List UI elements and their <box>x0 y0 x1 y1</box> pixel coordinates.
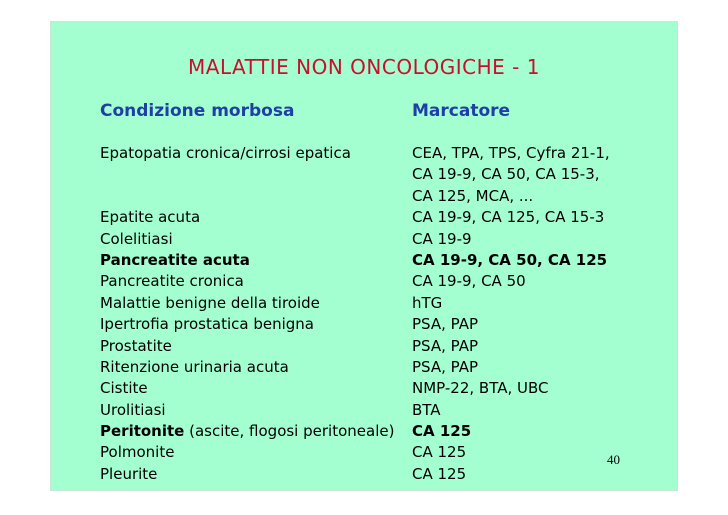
condition-name: Pancreatite cronica <box>100 272 244 291</box>
marker-cell: CA 125 <box>412 464 467 483</box>
condition-name: Prostatite <box>100 336 172 355</box>
page-number: 40 <box>607 452 620 467</box>
condition-name: Urolitiasi <box>100 400 166 419</box>
condition-cell <box>100 357 289 378</box>
condition-name: Polmonite <box>100 443 175 462</box>
marker-cell: CA 19-9 <box>412 229 472 248</box>
marker-cell: CA 19-9, CA 50, CA 15-3, <box>412 165 600 184</box>
condition-name: Ipertrofia prostatica benigna <box>100 315 314 334</box>
conditions-table <box>100 143 660 485</box>
condition-name: Cistite <box>100 379 148 398</box>
condition-name: Epatite acuta <box>100 208 201 227</box>
marker-column-header: Marcatore <box>412 101 511 121</box>
slide <box>51 22 677 490</box>
marker-cell: CEA, TPA, TPS, Cyfra 21-1, <box>412 144 610 162</box>
marker-cell: PSA, PAP <box>412 336 479 355</box>
table-row <box>100 421 660 442</box>
table-row <box>100 400 660 421</box>
condition-cell <box>100 314 314 335</box>
table-row <box>100 293 660 314</box>
table-row <box>100 164 660 185</box>
marker-cell: CA 125, MCA, ... <box>412 186 534 205</box>
table-row <box>100 250 660 271</box>
condition-cell <box>100 207 200 228</box>
condition-cell <box>100 442 174 463</box>
table-row <box>100 442 660 463</box>
table-row <box>100 271 660 292</box>
table-row <box>100 143 660 164</box>
condition-column-header: Condizione morbosa <box>100 101 295 121</box>
condition-name: Pleurite <box>100 464 158 483</box>
condition-cell <box>100 400 166 421</box>
table-row <box>100 464 660 485</box>
condition-name: Epatopatia cronica/cirrosi epatica <box>100 144 351 162</box>
condition-cell <box>100 336 172 357</box>
marker-cell: NMP-22, BTA, UBC <box>412 379 549 398</box>
table-row <box>100 229 660 250</box>
condition-name: Pancreatite acuta <box>100 250 250 269</box>
condition-name: Ritenzione urinaria acuta <box>100 357 289 376</box>
condition-cell <box>100 271 244 292</box>
table-row <box>100 207 660 228</box>
condition-cell <box>100 293 320 314</box>
table-row <box>100 186 660 207</box>
marker-cell: hTG <box>412 293 443 312</box>
marker-cell: PSA, PAP <box>412 315 479 334</box>
condition-name: Peritonite <box>100 422 185 441</box>
table-row <box>100 314 660 335</box>
table-row <box>100 357 660 378</box>
table-row <box>100 336 660 357</box>
slide-title: MALATTIE NON ONCOLOGICHE - 1 <box>188 55 540 79</box>
marker-cell: CA 19-9, CA 50, CA 125 <box>412 250 608 269</box>
condition-cell <box>100 229 173 250</box>
condition-note: (ascite, flogosi peritoneale) <box>184 422 395 441</box>
condition-cell <box>100 250 250 271</box>
condition-name: Colelitiasi <box>100 229 173 248</box>
marker-cell: PSA, PAP <box>412 357 479 376</box>
condition-cell <box>100 143 351 164</box>
condition-cell <box>100 464 157 485</box>
condition-name: Malattie benigne della tiroide <box>100 293 320 312</box>
marker-cell: CA 19-9, CA 50 <box>412 272 526 291</box>
marker-cell: CA 125 <box>412 422 472 441</box>
marker-cell: CA 19-9, CA 125, CA 15-3 <box>412 208 605 227</box>
table-row <box>100 378 660 399</box>
marker-cell: BTA <box>412 400 441 419</box>
condition-cell <box>100 421 394 442</box>
condition-cell <box>100 378 148 399</box>
marker-cell: CA 125 <box>412 443 467 462</box>
